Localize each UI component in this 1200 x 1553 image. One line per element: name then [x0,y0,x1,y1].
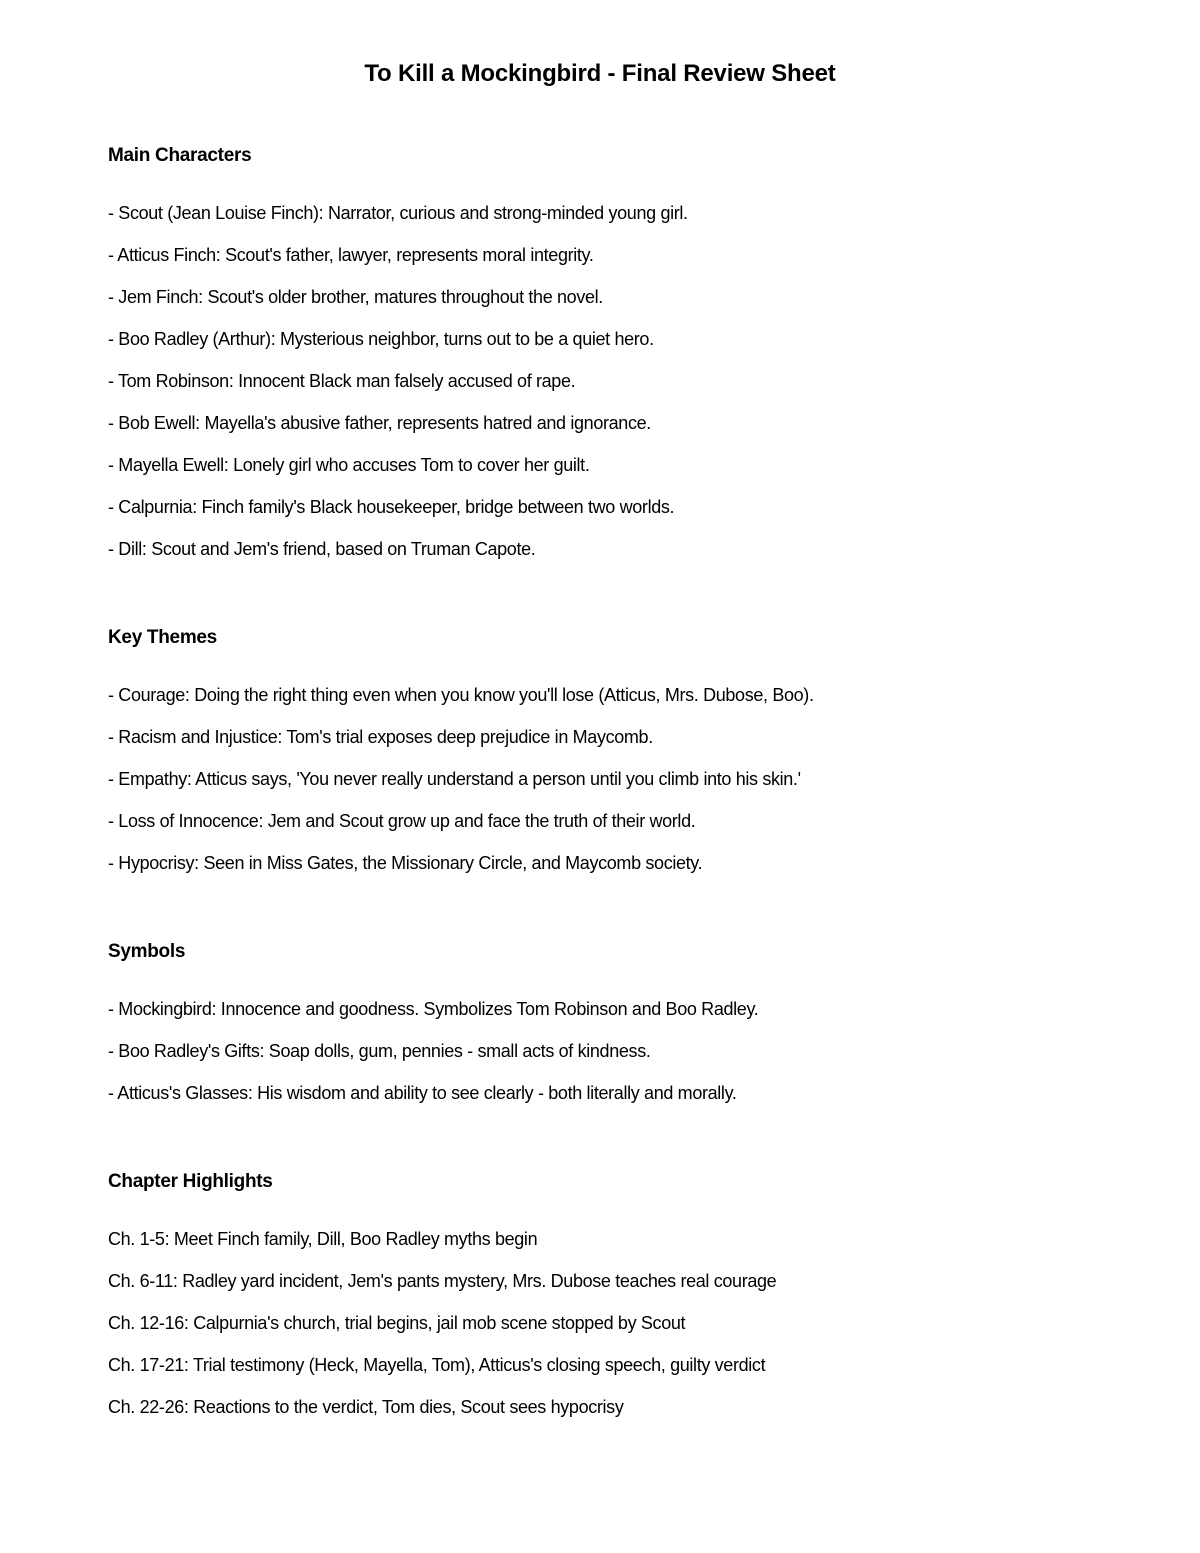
theme-item-empathy: - Empathy: Atticus says, 'You never really understand a person until you climb into his skin.' [108,769,801,789]
heading-key-themes: Key Themes [108,627,217,648]
theme-item-hypocrisy: - Hypocrisy: Seen in Miss Gates, the Missionary Circle, and Maycomb society. [108,853,703,873]
chapter-item-12-16: Ch. 12-16: Calpurnia's church, trial begins, jail mob scene stopped by Scout [108,1313,686,1333]
chapter-item-1-5: Ch. 1-5: Meet Finch family, Dill, Boo Radley myths begin [108,1229,538,1249]
chapter-item-22-26: Ch. 22-26: Reactions to the verdict, Tom dies, Scout sees hypocrisy [108,1397,624,1417]
character-item-tom: - Tom Robinson: Innocent Black man falsely accused of rape. [108,371,576,391]
character-item-bob: - Bob Ewell: Mayella's abusive father, represents hatred and ignorance. [108,413,651,433]
theme-item-innocence: - Loss of Innocence: Jem and Scout grow up and face the truth of their world. [108,811,696,831]
symbol-item-glasses: - Atticus's Glasses: His wisdom and ability to see clearly - both literally and morally. [108,1083,737,1103]
chapter-item-17-21: Ch. 17-21: Trial testimony (Heck, Mayella, Tom), Atticus's closing speech, guilty verdict [108,1355,766,1375]
character-item-mayella: - Mayella Ewell: Lonely girl who accuses Tom to cover her guilt. [108,455,590,475]
character-item-boo: - Boo Radley (Arthur): Mysterious neighbor, turns out to be a quiet hero. [108,329,654,349]
theme-item-racism: - Racism and Injustice: Tom's trial exposes deep prejudice in Maycomb. [108,727,653,747]
character-item-dill: - Dill: Scout and Jem's friend, based on Truman Capote. [108,539,536,559]
heading-chapter-highlights: Chapter Highlights [108,1171,273,1192]
heading-main-characters: Main Characters [108,145,252,166]
character-item-scout: - Scout (Jean Louise Finch): Narrator, curious and strong-minded young girl. [108,203,688,223]
character-item-jem: - Jem Finch: Scout's older brother, matures throughout the novel. [108,287,603,307]
heading-symbols: Symbols [108,941,186,962]
page-title: To Kill a Mockingbird - Final Review Sheet [364,60,836,87]
character-item-atticus: - Atticus Finch: Scout's father, lawyer, represents moral integrity. [108,245,594,265]
character-item-calpurnia: - Calpurnia: Finch family's Black housekeeper, bridge between two worlds. [108,497,675,517]
symbol-item-gifts: - Boo Radley's Gifts: Soap dolls, gum, pennies - small acts of kindness. [108,1041,651,1061]
symbol-item-mockingbird: - Mockingbird: Innocence and goodness. Symbolizes Tom Robinson and Boo Radley. [108,999,759,1019]
chapter-item-6-11: Ch. 6-11: Radley yard incident, Jem's pants mystery, Mrs. Dubose teaches real courage [108,1271,777,1291]
theme-item-courage: - Courage: Doing the right thing even when you know you'll lose (Atticus, Mrs. Dubose, Boo). [108,685,814,705]
